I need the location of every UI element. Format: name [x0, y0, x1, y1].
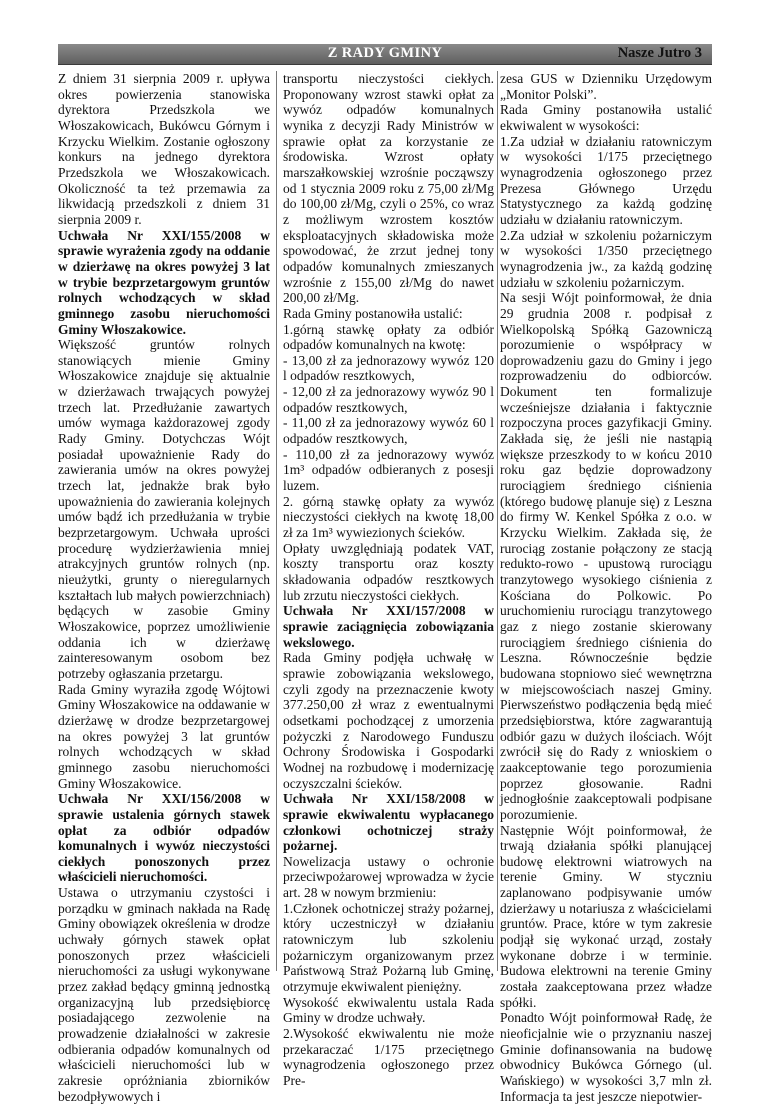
text-column-1 [58, 71, 270, 1104]
paragraph: - 110,00 zł za jednorazowy wywóz 1m³ odpadów odbieranych z posesji luzem. [283, 446, 494, 494]
paragraph: 2. górną stawkę opłaty za wywóz nieczystości ciekłych na kwotę 18,00 zł za 1m³ wywiezionych ścieków. [283, 493, 494, 541]
text-column-3 [500, 71, 712, 1104]
paragraph: 2.Wysokość ekwiwalentu nie może przekaraczać 1/175 przeciętnego wynagrodzenia ogłoszonego przez Pre- [283, 1026, 494, 1088]
paragraph: zesa GUS w Dzienniku Urzędowym „Monitor Polski”. [500, 71, 712, 102]
paragraph: Większość gruntów rolnych stanowiących mienie Gminy Włoszakowice znajduje się aktualnie w dzierżawach trwających powyżej trzech lat. Przedłużanie zawartych umów wymaga każdorazowej zgody Rady Gminy. Dotychczas Wójt posiadał upoważnienie Rady do zawierania umów na okres powyżej trzech lat, jednakże brak było upoważnienia do zawierania kolejnych umów bądź ich przedłużania w trybie bezprzetargowym. Uchwała uprości procedurę wydzierżawienia mniej atrakcyjnych gruntów rolnych (np. nieużytki, grunty o nieregularnych kształtach lub małych powierzchniach) będących w zasobie Gminy Włoszakowice, poprzez umożliwienie oddania ich w dzierżawę zainteresowanym osobom bez potrzeby ogłaszania przetargu. [58, 337, 270, 681]
paragraph: Z dniem 31 sierpnia 2009 r. upływa okres powierzenia stanowiska dyrektora Przedszkola we Włoszakowicach, Bukówcu Górnym i Krzycku Wielkim. Zostanie ogłoszony konkurs na jednego dyrektora Przedszkola we Włoszakowicach. Okoliczność ta też przemawia za likwidacją przedszkoli z dniem 31 sierpnia 2009 r. [58, 71, 270, 227]
paragraph: 1.Za udział w działaniu ratowniczym w wysokości 1/175 przeciętnego wynagrodzenia ogłoszonego przez Prezesa Głównego Urzędu Statystycznego za każdą godzinę udziału w działaniu ratowniczym. [500, 133, 712, 227]
paragraph: Ustawa o utrzymaniu czystości i porządku w gminach nakłada na Radę Gminy obowiązek określenia w drodze uchwały górnych stawek opłat ponoszonych przez właścicieli nieruchomości za usługi wykonywane przez zakład będący gminną jednostką organizacyjną lub przedsiębiorcę posiadającego zezwolenie na prowadzenie działalności w zakresie odbierania odpadów komunalnych od właścicieli nieruchomości lub w zakresie opróżniania zbiorników bezodpływowych i [58, 885, 270, 1104]
page-header [58, 44, 712, 65]
resolution-heading: Uchwała Nr XXI/158/2008 w sprawie ekwiwalentu wypłacanego członkowi ochotniczej straży pożarnej. [283, 791, 494, 854]
paragraph: Rada Gminy postanowiła ustalić: [283, 305, 463, 321]
column-divider [497, 71, 498, 971]
paragraph: Rada Gminy podjęła uchwałę w sprawie zobowiązania wekslowego, czyli zgody na przeznaczenie kwoty 377.250,00 zł wraz z ewentualnymi odsetkami pochodzącej z umorzenia pożyczki z Narodowego Funduszu Ochrony Środowiska i Gospodarki Wodnej na rozbudowę i modernizację oczyszczalni ścieków. [283, 650, 494, 791]
paragraph: 1.Członek ochotniczej straży pożarnej, który uczestniczył w działaniu ratowniczym lub szkoleniu pożarniczym organizowanym przez Państwową Straż Pożarną lub Gminę, otrzymuje ekwiwalent pieniężny. [283, 900, 494, 995]
paragraph: - 12,00 zł za jednorazowy wywóz 90 l odpadów resztkowych, [283, 384, 494, 415]
paragraph: Ponadto Wójt poinformował Radę, że nieoficjalnie wie o przyznaniu naszej Gminie dofinansowania na budowę obwodnicy Bukówca Górnego (ul. Wańskiego) w wysokości 3,7 mln zł. Informacja ta jest jeszcze niepotwier- [500, 1010, 712, 1104]
text-column-2 [283, 71, 494, 1089]
resolution-heading: Uchwała Nr XXI/156/2008 w sprawie ustalenia górnych stawek opłat za odbiór odpadów komunalnych i wywóz nieczystości ciekłych ponoszonych przez właścicieli nieruchomości. [58, 791, 270, 885]
paragraph: 1.górną stawkę opłaty za odbiór odpadów komunalnych na kwotę: [283, 321, 494, 353]
issue-label: Nasze Jutro 3 [617, 45, 702, 61]
paragraph: Wysokość ekwiwalentu ustala Rada Gminy w drodze uchwały. [283, 994, 494, 1026]
paragraph: Nowelizacja ustawy o ochronie przeciwpożarowej wprowadza w życie art. 28 w nowym brzmieniu: [283, 853, 494, 901]
resolution-heading: Uchwała Nr XXI/155/2008 w sprawie wyrażenia zgody na oddanie w dzierżawę na okres powyżej 3 lat w trybie bezprzetargowym gruntów rolnych wchodzących w skład gminnego zasobu nieruchomości Gminy Włoszakowice. [58, 227, 270, 337]
section-title: Z RADY GMINY [327, 45, 443, 61]
paragraph: Rada Gminy postanowiła ustalić ekwiwalent w wysokości: [500, 102, 712, 133]
paragraph: - 11,00 zł za jednorazowy wywóz 60 l odpadów resztkowych, [283, 415, 494, 447]
paragraph: Rada Gminy wyraziła zgodę Wójtowi Gminy Włoszakowice na oddawanie w dzierżawę w drodze bezprzetargowej na okres powyżej 3 lat gruntów rolnych wchodzących w skład gminnego zasobu nieruchomości Gminy Włoszakowice. [58, 681, 270, 791]
column-divider [276, 71, 277, 971]
paragraph: - 13,00 zł za jednorazowy wywóz 120 l odpadów resztkowych, [283, 352, 494, 384]
paragraph: Następnie Wójt poinformował, że trwają działania spółki planującej budowę elektrowni wiatrowych na terenie Gminy. W styczniu zaplanowano podpisywanie umów dzierżawy u notariusza z właścicielami gruntów. Prace, które w tym zakresie podjął się wykonać urząd, zostały wykonane dobrze i w terminie. Budowa elektrowni na terenie Gminy została zaakceptowana przez władze spółki. [500, 822, 712, 1010]
paragraph: 2.Za udział w szkoleniu pożarniczym w wysokości 1/350 przeciętnego wynagrodzenia jw., za każdą godzinę udziału w szkoleniu pożarniczym. [500, 227, 712, 290]
paragraph: Opłaty uwzględniają podatek VAT, koszty transportu oraz koszty składowania odpadów resztkowych lub zrzutu nieczystości ciekłych. [283, 540, 494, 603]
resolution-heading: Uchwała Nr XXI/157/2008 w sprawie zaciągnięcia zobowiązania wekslowego. [283, 603, 494, 650]
paragraph: transportu nieczystości ciekłych. Proponowany wzrost stawki opłat za wywóz odpadów komunalnych wynika z decyzji Rady Ministrów w sprawie opłat za korzystanie ze środowiska. Wzrost opłaty marszałkowskiej wzrośnie począwszy od 1 stycznia 2009 roku z 75,00 zł/Mg do 100,00 zł/Mg, czyli o 25%, co wraz z możliwym wzrostem kosztów eksploatacyjnych składowiska może spowodować, że zrzut jednej tony odpadów komunalnych zmieszanych wzrośnie z 155,00 zł/Mg do nawet 200,00 zł/Mg. [283, 71, 494, 306]
paragraph: Na sesji Wójt poinformował, że dnia 29 grudnia 2008 r. podpisał z Wielkopolską Spółką Gazowniczą porozumienie o współpracy w doprowadzeniu gazu do Gminy i jego rozprowadzeniu do odbiorców. Dokument ten formalizuje wcześniejsze działania i faktycznie rozpoczyna proces gazyfikacji Gminy. Zakłada się, że jeśli nie nastąpią większe przeszkody to w końcu 2010 roku gaz będzie doprowadzony rurociągiem średniego ciśnienia (którego budowę planuje się) z Leszna do firmy W. Kenkel Spółka z o.o. w Krzycku Wielkim. Zakłada się, że rurociąg zostanie połączony ze stacją redukto-rowo - upustową rurociągu tranzytowego wysokiego ciśnienia z Kościana do Polkowic. Po uruchomieniu rurociągu tranzytowego gaz z niego zostanie skierowany rurociągiem średniego ciśnienia do Leszna. Równocześnie będzie budowana stopniowo sieć wewnętrzna w miejscowościach naszej Gminy. Pierwszeństwo podłączenia będą mieć przedsiębiorstwa, które zagwarantują odbiór gazu w dużych ilościach. Wójt zwrócił się do Rady z wnioskiem o zaakceptowanie tego porozumienia poprzez głosowanie. Radni jednogłośnie zaakceptowali podpisane porozumienie. [500, 290, 712, 822]
